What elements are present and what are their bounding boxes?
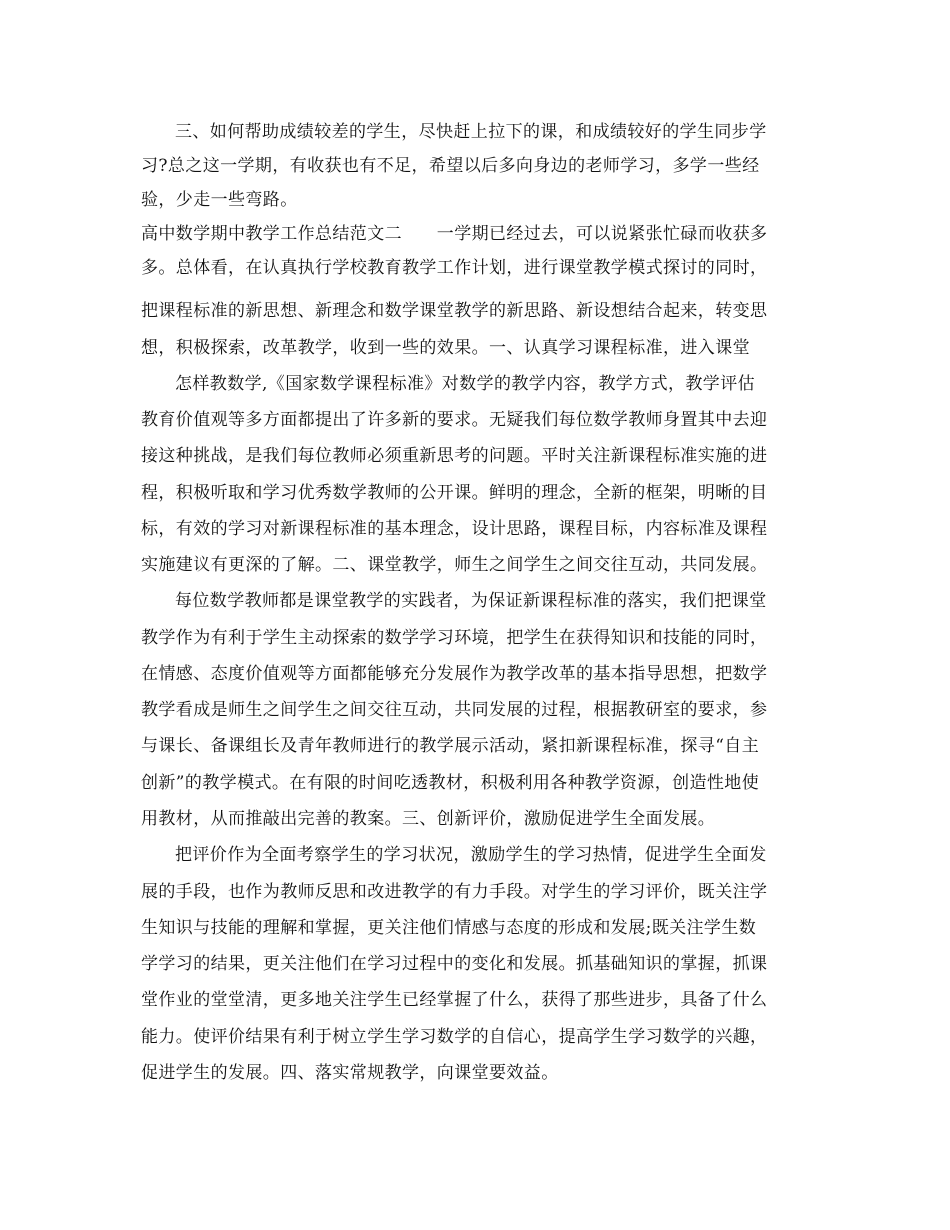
text-line: 程，积极听取和学习优秀数学教师的公开课。鲜明的理念，全新的框架，明晰的目 (141, 483, 768, 503)
text-line: 怎样教数学,《国家数学课程标准》对数学的教学内容，教学方式，教学评估 (175, 374, 756, 394)
text-line: 能力。使评价结果有利于树立学生学习数学的自信心，提高学生学习数学的兴趣， (141, 1027, 768, 1047)
text-line: 每位数学教师都是课堂教学的实践者，为保证新课程标准的落实，我们把课堂 (175, 591, 767, 611)
text-line: 高中数学期中教学工作总结范文二 一学期已经过去，可以说紧张忙碌而收获多 (141, 224, 768, 244)
text-line: 把课程标准的新思想、新理念和数学课堂教学的新思路、新设想结合起来，转变思 (141, 301, 768, 321)
text-line: 堂作业的堂堂清，更多地关注学生已经掌握了什么，获得了那些进步，具备了什么 (141, 990, 768, 1010)
text-line: 多。总体看，在认真执行学校教育教学工作计划，进行课堂教学模式探讨的同时， (141, 258, 768, 278)
text-line: 把评价作为全面考察学生的学习状况，激励学生的学习热情，促进学生全面发 (175, 845, 767, 865)
text-line: 在情感、态度价值观等方面都能够充分发展作为教学改革的基本指导思想，把数学 (141, 664, 768, 684)
text-line: 验，少走一些弯路。 (141, 190, 298, 210)
text-line: 标，有效的学习对新课程标准的基本理念，设计思路，课程目标，内容标准及课程 (141, 519, 768, 539)
text-line: 促进学生的发展。四、落实常规教学，向课堂要效益。 (141, 1063, 559, 1083)
text-line: 教学作为有利于学生主动探索的数学学习环境，把学生在获得知识和技能的同时， (141, 628, 768, 648)
text-line: 与课长、备课组长及青年教师进行的教学展示活动，紧扣新课程标准，探寻“自主 (141, 736, 760, 756)
text-line: 接这种挑战，是我们每位教师必须重新思考的问题。平时关注新课程标准实施的进 (141, 446, 768, 466)
text-line: 想，积极探索，改革教学，收到一些的效果。一、认真学习课程标准，进入课堂 (141, 338, 750, 358)
text-line: 教育价值观等多方面都提出了许多新的要求。无疑我们每位数学教师身置其中去迎 (141, 410, 768, 430)
text-line: 习?总之这一学期，有收获也有不足，希望以后多向身边的老师学习，多学一些经 (141, 156, 760, 176)
text-line: 用教材，从而推敲出完善的教案。三、创新评价，激励促进学生全面发展。 (141, 809, 716, 829)
text-line: 教学看成是师生之间学生之间交往互动，共同发展的过程，根据教研室的要求，参 (141, 700, 768, 720)
text-line: 创新”的教学模式。在有限的时间吃透教材，积极利用各种教学资源，创造性地使 (141, 773, 760, 793)
text-line: 三、如何帮助成绩较差的学生，尽快赶上拉下的课，和成绩较好的学生同步学 (175, 122, 767, 142)
text-line: 学学习的结果，更关注他们在学习过程中的变化和发展。抓基础知识的掌握，抓课 (141, 954, 768, 974)
text-line: 展的手段，也作为教师反思和改进教学的有力手段。对学生的学习评价，既关注学 (141, 882, 768, 902)
text-line: 实施建议有更深的了解。二、课堂教学，师生之间学生之间交往互动，共同发展。 (141, 555, 768, 575)
text-line: 生知识与技能的理解和掌握，更关注他们情感与态度的形成和发展;既关注学生数 (141, 918, 757, 938)
